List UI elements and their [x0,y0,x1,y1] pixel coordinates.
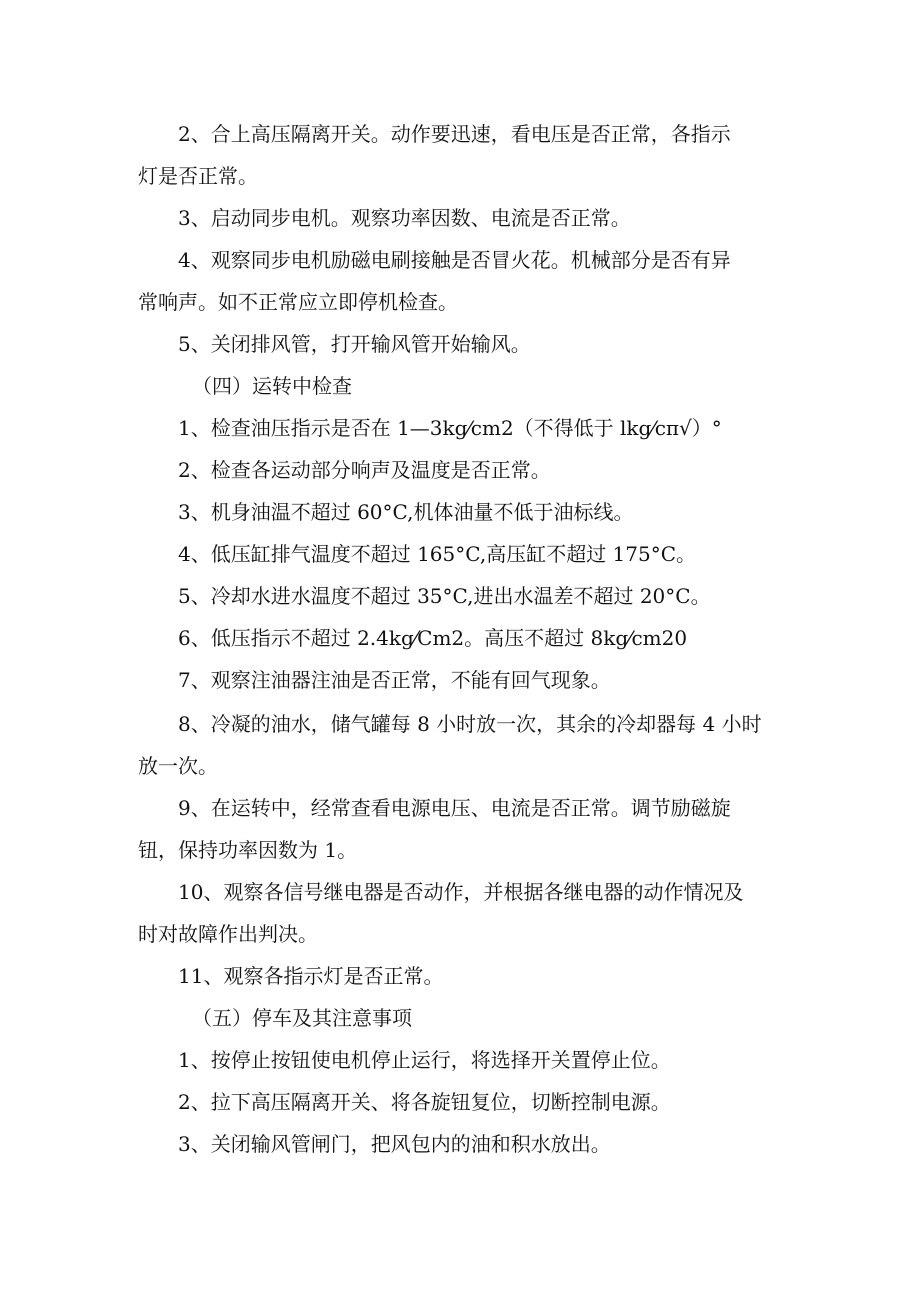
check-5-line: 5、冷却水进水温度不超过 35°C,进出水温差不超过 20°C。 [178,584,711,608]
check-7-line: 7、观察注油器注油是否正常，不能有回气现象。 [178,668,611,692]
stop-3-line: 3、关闭输风管闸门，把风包内的油和积水放出。 [178,1132,611,1156]
check-1-line: 1、检查油压指示是否在 1—3kg⁄cm2（不得低于 lkg⁄cπ√）° [178,416,722,440]
check-9-line-2: 钮，保持功率因数为 1。 [138,838,358,862]
step-2-line-2: 灯是否正常。 [138,164,258,188]
step-3-line: 3、启动同步电机。观察功率因数、电流是否正常。 [178,206,631,230]
stop-2-line: 2、拉下高压隔离开关、将各旋钮复位，切断控制电源。 [178,1090,671,1114]
section-heading-5: （五）停车及其注意事项 [192,1006,412,1030]
check-9-line-1: 9、在运转中，经常查看电源电压、电流是否正常。调节励磁旋 [178,796,731,820]
check-8-line-2: 放一次。 [138,754,218,778]
check-4-line: 4、低压缸排气温度不超过 165°C,高压缸不超过 175°C。 [178,542,697,566]
check-3-line: 3、机身油温不超过 60°C,机体油量不低于油标线。 [178,500,634,524]
check-8-line-1: 8、冷凝的油水，储气罐每 8 小时放一次，其余的冷却器每 4 小时 [178,712,762,736]
check-10-line-1: 10、观察各信号继电器是否动作，并根据各继电器的动作情况及 [178,880,744,904]
check-11-line: 11、观察各指示灯是否正常。 [178,964,444,988]
step-4-line-1: 4、观察同步电机励磁电刷接触是否冒火花。机械部分是否有异 [178,248,731,272]
step-2-line-1: 2、合上高压隔离开关。动作要迅速，看电压是否正常，各指示 [178,122,731,146]
section-heading-4: （四）运转中检查 [192,374,352,398]
stop-1-line: 1、按停止按钮使电机停止运行，将选择开关置停止位。 [178,1048,671,1072]
step-4-line-2: 常响声。如不正常应立即停机检查。 [138,290,458,314]
check-10-line-2: 时对故障作出判决。 [138,922,318,946]
check-6-line: 6、低压指示不超过 2.4kg⁄Cm2。高压不超过 8kg⁄cm20 [178,626,688,650]
check-2-line: 2、检查各运动部分响声及温度是否正常。 [178,458,551,482]
step-5-line: 5、关闭排风管，打开输风管开始输风。 [178,332,531,356]
